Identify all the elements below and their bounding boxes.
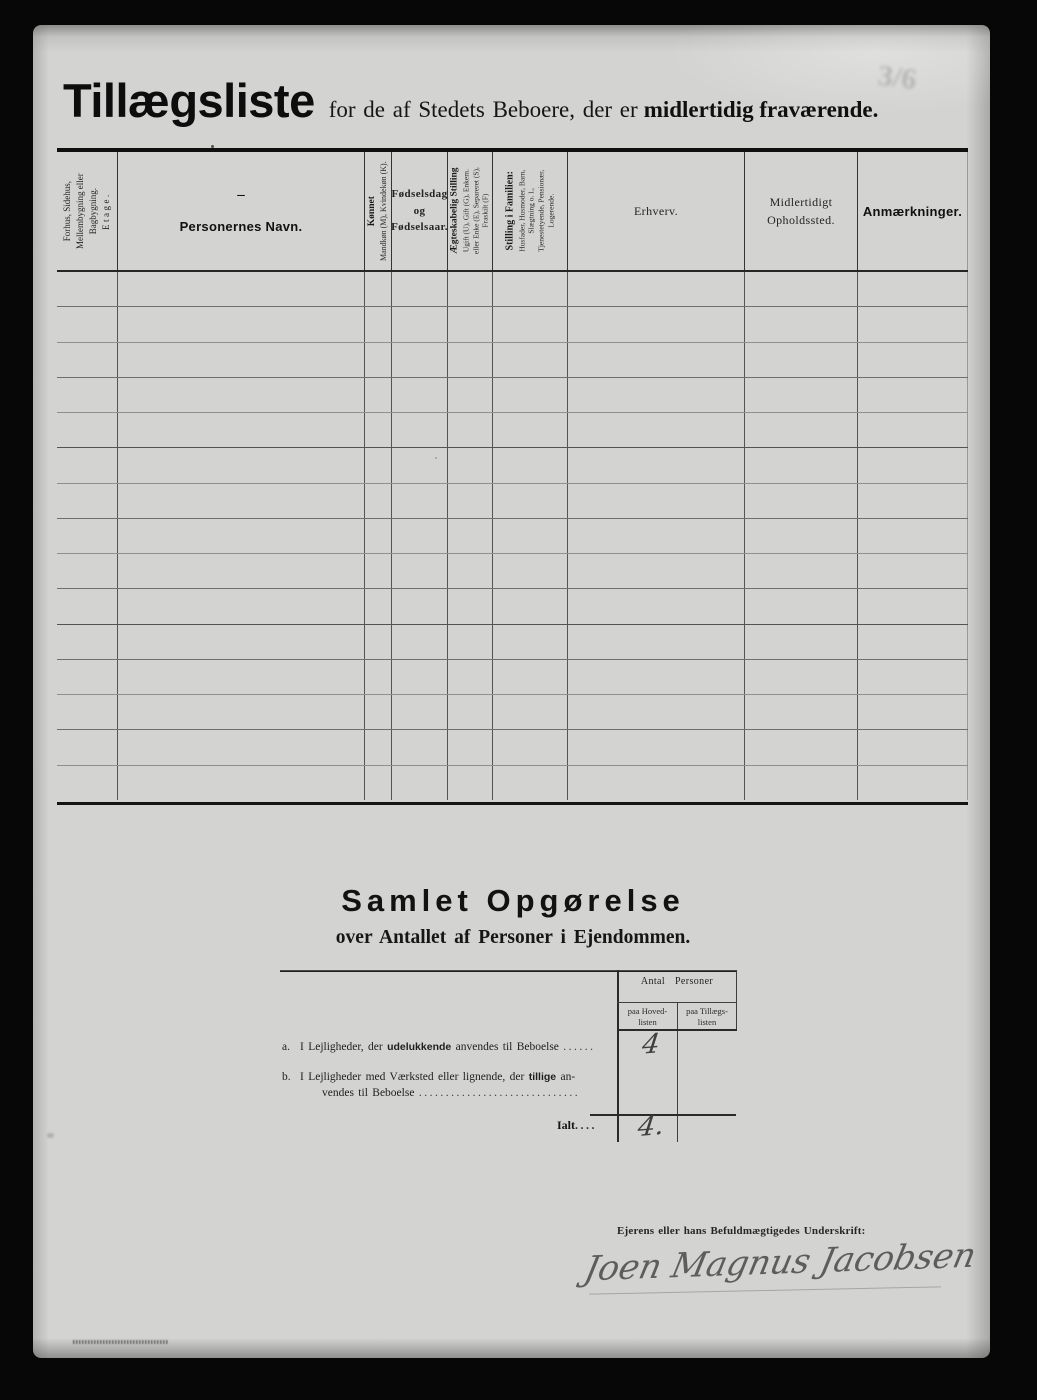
dash-mark: – bbox=[237, 187, 245, 203]
col-building-line3: Bagbygning. bbox=[88, 187, 98, 235]
table-cell bbox=[745, 554, 858, 588]
table-cell bbox=[118, 343, 365, 377]
summary-row-b bbox=[282, 1069, 616, 1101]
col-suppllist-line1: paa Tillægs- bbox=[686, 1006, 728, 1016]
table-cell bbox=[57, 695, 118, 729]
table-cell bbox=[57, 448, 118, 482]
row-a-bold-word: udelukkende bbox=[387, 1041, 452, 1053]
table-cell bbox=[858, 272, 968, 306]
table-cell bbox=[745, 695, 858, 729]
col-family-sub1: Husfader, Husmoder, Barn, bbox=[516, 169, 526, 253]
table-cell bbox=[568, 519, 745, 553]
col-family-sub3: Tjenestetyende, Pensionær, bbox=[536, 170, 546, 252]
summary-row-a bbox=[282, 1039, 616, 1055]
table-cell bbox=[448, 484, 493, 518]
table-cell bbox=[858, 589, 968, 623]
table-cell bbox=[568, 484, 745, 518]
col-building-line4: Etage. bbox=[101, 192, 112, 230]
row-a-index: a. bbox=[282, 1041, 290, 1053]
page-title-main: Tillægsliste bbox=[63, 74, 315, 127]
table-cell bbox=[493, 730, 568, 764]
table-row bbox=[57, 378, 968, 413]
table-cell bbox=[493, 625, 568, 659]
table-cell bbox=[365, 625, 392, 659]
table-cell bbox=[448, 695, 493, 729]
table-cell bbox=[448, 554, 493, 588]
col-birth-line3: Fødselsaar. bbox=[391, 221, 448, 234]
table-cell bbox=[392, 554, 448, 588]
table-cell bbox=[392, 730, 448, 764]
table-cell bbox=[448, 307, 493, 341]
table-cell bbox=[392, 625, 448, 659]
table-cell bbox=[858, 378, 968, 412]
table-cell bbox=[392, 272, 448, 306]
signature-label: Ejerens eller hans Befuldmægtigedes Underskrift: bbox=[617, 1225, 866, 1237]
row-b-text1: I Lejligheder med Værksted eller lignende, der bbox=[300, 1071, 525, 1083]
table-cell bbox=[57, 307, 118, 341]
table-cell bbox=[745, 343, 858, 377]
table-row bbox=[57, 660, 968, 695]
table-row bbox=[57, 484, 968, 519]
table-cell bbox=[745, 766, 858, 800]
col-building-line1: Forhus, Sidehus, bbox=[61, 180, 72, 242]
table-cell bbox=[858, 766, 968, 800]
row-a-text2: anvendes til Beboelse bbox=[455, 1041, 559, 1053]
table-cell bbox=[568, 695, 745, 729]
table-cell bbox=[392, 343, 448, 377]
table-cell bbox=[118, 625, 365, 659]
col-mainlist-line1: paa Hoved- bbox=[627, 1006, 668, 1016]
table-cell bbox=[392, 307, 448, 341]
table-cell bbox=[392, 766, 448, 800]
col-header-birth bbox=[392, 152, 448, 270]
scan-speck bbox=[435, 457, 437, 459]
table-cell bbox=[448, 519, 493, 553]
table-cell bbox=[57, 343, 118, 377]
table-cell bbox=[365, 448, 392, 482]
table-cell bbox=[493, 589, 568, 623]
col-header-family bbox=[493, 152, 568, 270]
table-row bbox=[57, 413, 968, 448]
table-cell bbox=[118, 413, 365, 447]
row-a-leader-dots: ...... bbox=[563, 1041, 596, 1053]
table-cell bbox=[448, 589, 493, 623]
col-header-building bbox=[57, 152, 118, 270]
table-cell bbox=[858, 695, 968, 729]
table-cell bbox=[365, 343, 392, 377]
table-cell bbox=[858, 484, 968, 518]
table-cell bbox=[568, 448, 745, 482]
table-cell bbox=[118, 307, 365, 341]
col-building-line2: Mellembygning eller bbox=[74, 173, 85, 249]
table-cell bbox=[448, 730, 493, 764]
table-cell bbox=[745, 272, 858, 306]
total-label-text: Ialt bbox=[557, 1118, 575, 1132]
col-header-sex bbox=[365, 152, 392, 270]
table-cell bbox=[57, 413, 118, 447]
table-cell bbox=[57, 660, 118, 694]
table-cell bbox=[365, 272, 392, 306]
table-cell bbox=[568, 272, 745, 306]
handwritten-signature: Joen Magnus Jacobsen bbox=[580, 1235, 980, 1290]
table-cell bbox=[448, 413, 493, 447]
col-name-label: Personernes Navn. bbox=[179, 219, 303, 234]
table-cell bbox=[858, 625, 968, 659]
table-cell bbox=[365, 660, 392, 694]
table-row bbox=[57, 272, 968, 307]
table-cell bbox=[745, 660, 858, 694]
col-sex-main: Kønnet bbox=[366, 195, 377, 227]
col-header-remarks bbox=[858, 152, 968, 270]
table-cell bbox=[118, 519, 365, 553]
mini-table-col-suppllist bbox=[678, 1006, 736, 1027]
table-cell bbox=[118, 554, 365, 588]
bleedthrough-mark: 3/6 bbox=[876, 58, 919, 97]
table-cell bbox=[392, 378, 448, 412]
table-cell bbox=[858, 554, 968, 588]
table-cell bbox=[568, 554, 745, 588]
col-marital-main: Ægteskabelig Stilling bbox=[449, 167, 460, 255]
table-cell bbox=[118, 272, 365, 306]
table-cell bbox=[118, 484, 365, 518]
table-cell bbox=[493, 660, 568, 694]
col-family-sub4: Logerende. bbox=[546, 194, 555, 228]
table-cell bbox=[392, 589, 448, 623]
table-cell bbox=[118, 589, 365, 623]
table-cell bbox=[568, 378, 745, 412]
table-cell bbox=[745, 484, 858, 518]
table-cell bbox=[745, 378, 858, 412]
table-cell bbox=[392, 413, 448, 447]
table-cell bbox=[57, 730, 118, 764]
row-b-bold-word: tillige bbox=[528, 1071, 557, 1083]
col-sex-sub: Mandkøn (M), Kvindekøn (K). bbox=[378, 161, 388, 261]
table-cell bbox=[57, 589, 118, 623]
table-cell bbox=[493, 519, 568, 553]
row-b-line2: vendes til Beboelse bbox=[322, 1087, 415, 1099]
total-row-label bbox=[557, 1118, 597, 1133]
col-residence-line1: Midlertidigt bbox=[769, 195, 833, 209]
table-cell bbox=[57, 272, 118, 306]
table-cell bbox=[493, 307, 568, 341]
table-cell bbox=[568, 307, 745, 341]
summary-heading: Samlet Opgørelse bbox=[341, 883, 685, 918]
table-cell bbox=[392, 660, 448, 694]
table-cell bbox=[493, 554, 568, 588]
census-table bbox=[57, 148, 968, 805]
table-cell bbox=[448, 343, 493, 377]
table-cell bbox=[493, 378, 568, 412]
table-cell bbox=[745, 307, 858, 341]
table-cell bbox=[745, 413, 858, 447]
col-birth-line2: og bbox=[413, 204, 426, 217]
table-cell bbox=[57, 625, 118, 659]
table-cell bbox=[365, 695, 392, 729]
table-cell bbox=[493, 413, 568, 447]
table-row bbox=[57, 343, 968, 378]
table-cell bbox=[118, 448, 365, 482]
col-residence-line2: Opholdssted. bbox=[767, 213, 835, 227]
table-cell bbox=[493, 448, 568, 482]
table-cell bbox=[448, 448, 493, 482]
row-b-index: b. bbox=[282, 1071, 291, 1083]
table-cell bbox=[392, 519, 448, 553]
col-remarks-label: Anmærkninger. bbox=[862, 203, 963, 219]
page-title-mid: for de af Stedets Beboere, der er bbox=[328, 97, 638, 122]
table-cell bbox=[118, 695, 365, 729]
mini-table-subheader-rule bbox=[617, 1002, 737, 1003]
table-cell bbox=[365, 730, 392, 764]
col-birth-line1: Fødselsdag bbox=[391, 188, 448, 201]
table-row bbox=[57, 307, 968, 342]
mini-table-col-mainlist bbox=[618, 1006, 677, 1027]
table-cell bbox=[57, 484, 118, 518]
col-marital-sub1: Ugift (U), Gift (G), Enkem. bbox=[461, 169, 471, 253]
table-body bbox=[57, 272, 968, 800]
summary-top-rule bbox=[280, 970, 737, 972]
table-cell bbox=[858, 343, 968, 377]
table-cell bbox=[448, 766, 493, 800]
table-cell bbox=[858, 448, 968, 482]
table-cell bbox=[365, 378, 392, 412]
table-row bbox=[57, 695, 968, 730]
table-cell bbox=[745, 448, 858, 482]
table-cell bbox=[365, 413, 392, 447]
table-row bbox=[57, 730, 968, 765]
table-cell bbox=[493, 343, 568, 377]
table-cell bbox=[365, 589, 392, 623]
table-cell bbox=[493, 272, 568, 306]
col-marital-sub3: Fraskilt (F) bbox=[480, 194, 490, 228]
col-suppllist-line2: listen bbox=[697, 1016, 717, 1027]
table-cell bbox=[118, 766, 365, 800]
table-cell bbox=[745, 589, 858, 623]
handwritten-count-total: 4. bbox=[635, 1109, 666, 1144]
scan-speck bbox=[211, 145, 214, 148]
row-b-text2: an- bbox=[560, 1071, 576, 1083]
mini-table-title: Antal Personer bbox=[640, 976, 714, 987]
row-a-text1: I Lejligheder, der bbox=[300, 1041, 383, 1053]
col-family-sub2: Slægtning o. l., bbox=[526, 188, 536, 234]
table-cell bbox=[568, 413, 745, 447]
table-cell bbox=[448, 625, 493, 659]
col-mainlist-line2: listen bbox=[638, 1016, 657, 1027]
census-form-page bbox=[33, 25, 990, 1358]
table-cell bbox=[118, 660, 365, 694]
page-title-bold: midlertidig fraværende. bbox=[643, 97, 879, 122]
table-row bbox=[57, 448, 968, 483]
col-occupation-label: Erhverv. bbox=[633, 204, 679, 218]
table-row bbox=[57, 554, 968, 589]
table-cell bbox=[118, 378, 365, 412]
table-cell bbox=[392, 484, 448, 518]
table-cell bbox=[568, 660, 745, 694]
col-header-residence bbox=[745, 152, 858, 270]
table-cell bbox=[858, 413, 968, 447]
page-title bbox=[63, 73, 878, 128]
col-family-main: Stilling i Familien: bbox=[504, 171, 516, 251]
table-cell bbox=[365, 307, 392, 341]
table-cell bbox=[57, 554, 118, 588]
table-cell bbox=[745, 519, 858, 553]
table-cell bbox=[448, 272, 493, 306]
table-cell bbox=[365, 554, 392, 588]
table-cell bbox=[448, 378, 493, 412]
scan-speck bbox=[47, 1133, 54, 1138]
table-cell bbox=[57, 519, 118, 553]
printer-imprint bbox=[73, 1340, 169, 1344]
table-cell bbox=[858, 519, 968, 553]
col-header-marital bbox=[448, 152, 493, 270]
table-cell bbox=[745, 730, 858, 764]
table-cell bbox=[568, 589, 745, 623]
signature-underline bbox=[589, 1286, 941, 1294]
table-cell bbox=[392, 695, 448, 729]
table-cell bbox=[493, 766, 568, 800]
row-b-leader-dots: .............................. bbox=[418, 1087, 581, 1099]
table-cell bbox=[57, 378, 118, 412]
table-cell bbox=[365, 484, 392, 518]
table-cell bbox=[858, 307, 968, 341]
table-header-row bbox=[57, 152, 968, 272]
table-row bbox=[57, 519, 968, 554]
total-leader-dots: .... bbox=[575, 1118, 597, 1132]
table-cell bbox=[392, 448, 448, 482]
table-cell bbox=[365, 766, 392, 800]
table-cell bbox=[493, 484, 568, 518]
table-cell bbox=[568, 625, 745, 659]
table-cell bbox=[365, 519, 392, 553]
table-cell bbox=[493, 695, 568, 729]
table-cell bbox=[858, 660, 968, 694]
table-cell bbox=[858, 730, 968, 764]
table-cell bbox=[118, 730, 365, 764]
table-row bbox=[57, 766, 968, 800]
table-cell bbox=[568, 343, 745, 377]
table-cell bbox=[448, 660, 493, 694]
col-header-name bbox=[118, 152, 365, 270]
table-cell bbox=[568, 766, 745, 800]
col-header-occupation bbox=[568, 152, 745, 270]
table-cell bbox=[57, 766, 118, 800]
table-row bbox=[57, 625, 968, 660]
table-row bbox=[57, 589, 968, 624]
handwritten-count-a: 4 bbox=[640, 1028, 662, 1061]
col-marital-sub2: eller Enke (E), Separeret (S), bbox=[471, 167, 481, 255]
table-cell bbox=[568, 730, 745, 764]
summary-subheading: over Antallet af Personer i Ejendommen. bbox=[335, 927, 691, 948]
table-cell bbox=[745, 625, 858, 659]
